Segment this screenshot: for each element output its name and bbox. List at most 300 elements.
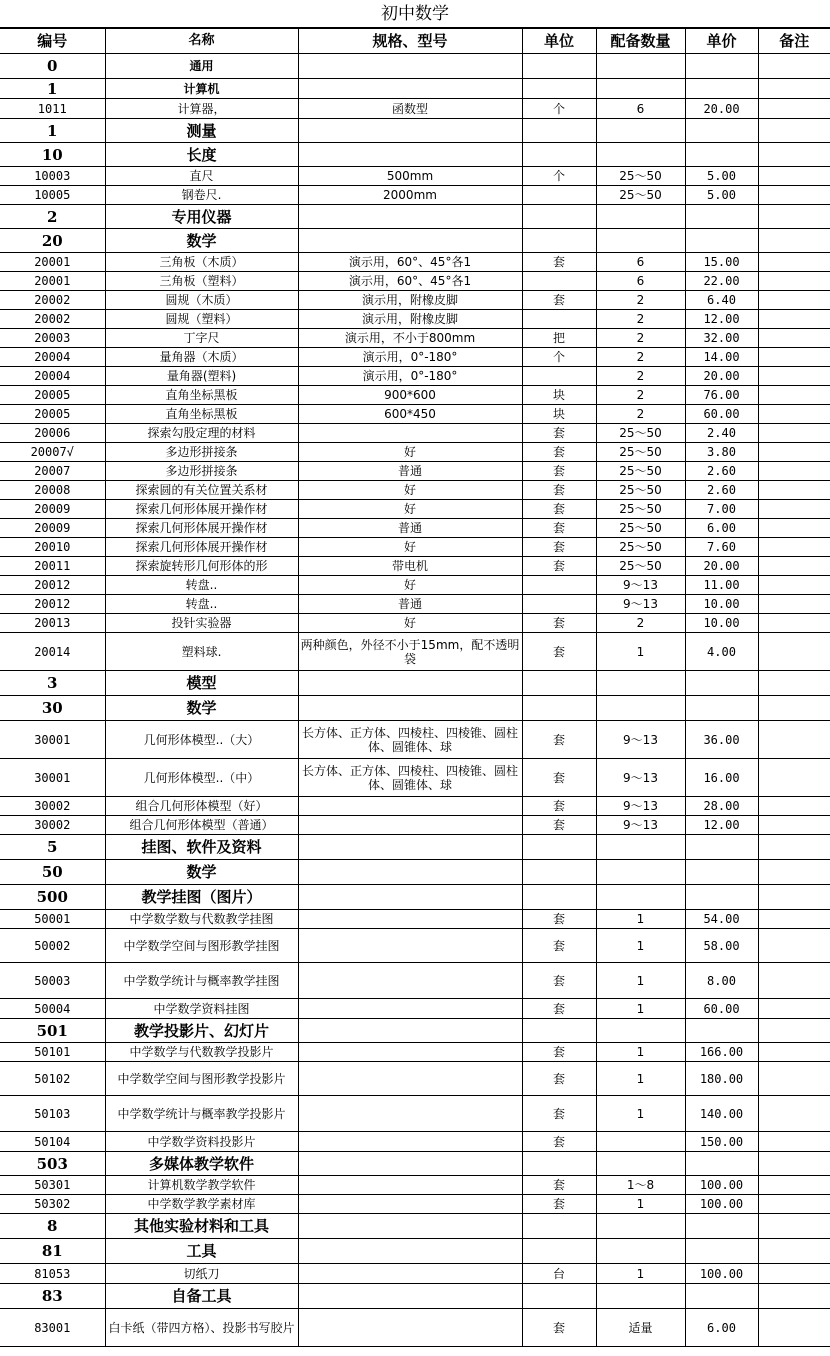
price-cell — [685, 229, 758, 253]
name-cell: 中学数学空间与图形教学投影片 — [105, 1062, 298, 1096]
note-cell — [758, 721, 830, 759]
unit-cell — [522, 885, 596, 910]
spec-cell: 函数型 — [298, 99, 522, 119]
unit-cell — [522, 835, 596, 860]
code-cell: 20005 — [0, 386, 105, 405]
code-cell: 20005 — [0, 405, 105, 424]
name-cell: 测量 — [105, 119, 298, 143]
price-cell: 150.00 — [685, 1132, 758, 1152]
spec-cell: 演示用，60°、45°各1 — [298, 253, 522, 272]
qty-cell — [596, 79, 685, 99]
note-cell — [758, 885, 830, 910]
header-spec: 规格、型号 — [298, 29, 522, 54]
code-cell: 83 — [0, 1284, 105, 1309]
note-cell — [758, 696, 830, 721]
name-cell: 探索旋转形几何形体的形 — [105, 557, 298, 576]
spec-cell: 普通 — [298, 519, 522, 538]
unit-cell: 套 — [522, 519, 596, 538]
code-cell: 8 — [0, 1214, 105, 1239]
table-row — [0, 797, 830, 816]
code-cell: 503 — [0, 1152, 105, 1176]
note-cell — [758, 1062, 830, 1096]
unit-cell: 套 — [522, 500, 596, 519]
qty-cell: 2 — [596, 405, 685, 424]
spec-cell — [298, 229, 522, 253]
price-cell: 7.00 — [685, 500, 758, 519]
unit-cell — [522, 1152, 596, 1176]
note-cell — [758, 253, 830, 272]
qty-cell: 1 — [596, 1062, 685, 1096]
header-price: 单价 — [685, 29, 758, 54]
code-cell: 10003 — [0, 167, 105, 186]
qty-cell — [596, 143, 685, 167]
spec-cell — [298, 1132, 522, 1152]
name-cell: 教学挂图（图片） — [105, 885, 298, 910]
table-row — [0, 462, 830, 481]
spec-cell — [298, 143, 522, 167]
category-row — [0, 119, 830, 143]
spec-cell — [298, 1096, 522, 1132]
price-cell: 16.00 — [685, 759, 758, 797]
table-row — [0, 614, 830, 633]
price-cell: 6.00 — [685, 519, 758, 538]
name-cell: 三角板（木质） — [105, 253, 298, 272]
unit-cell — [522, 79, 596, 99]
unit-cell: 个 — [522, 167, 596, 186]
note-cell — [758, 1284, 830, 1309]
qty-cell — [596, 1239, 685, 1264]
table-row — [0, 253, 830, 272]
qty-cell — [596, 229, 685, 253]
note-cell — [758, 291, 830, 310]
price-cell: 6.00 — [685, 1309, 758, 1347]
note-cell — [758, 1152, 830, 1176]
price-cell: 22.00 — [685, 272, 758, 291]
code-cell: 20012 — [0, 595, 105, 614]
price-cell: 14.00 — [685, 348, 758, 367]
note-cell — [758, 816, 830, 835]
code-cell: 81053 — [0, 1264, 105, 1284]
code-cell: 20009 — [0, 500, 105, 519]
spec-cell — [298, 1062, 522, 1096]
price-cell — [685, 1152, 758, 1176]
price-cell: 2.40 — [685, 424, 758, 443]
price-cell: 12.00 — [685, 816, 758, 835]
name-cell: 几何形体模型..（中） — [105, 759, 298, 797]
qty-cell: 25～50 — [596, 186, 685, 205]
name-cell: 转盘.. — [105, 595, 298, 614]
unit-cell: 块 — [522, 405, 596, 424]
category-row — [0, 143, 830, 167]
qty-cell — [596, 1284, 685, 1309]
qty-cell: 1～8 — [596, 1176, 685, 1195]
name-cell: 多边形拼接条 — [105, 443, 298, 462]
price-cell — [685, 54, 758, 79]
code-cell: 50003 — [0, 963, 105, 999]
table-row — [0, 999, 830, 1019]
name-cell: 工具 — [105, 1239, 298, 1264]
spec-cell — [298, 1239, 522, 1264]
qty-cell: 2 — [596, 614, 685, 633]
qty-cell: 9～13 — [596, 759, 685, 797]
qty-cell: 1 — [596, 1195, 685, 1214]
table-row — [0, 519, 830, 538]
category-row — [0, 1239, 830, 1264]
spec-cell — [298, 999, 522, 1019]
code-cell: 20006 — [0, 424, 105, 443]
table-row — [0, 816, 830, 835]
code-cell: 10005 — [0, 186, 105, 205]
note-cell — [758, 797, 830, 816]
price-cell: 100.00 — [685, 1264, 758, 1284]
code-cell: 20012 — [0, 576, 105, 595]
price-cell: 7.60 — [685, 538, 758, 557]
price-cell: 36.00 — [685, 721, 758, 759]
unit-cell: 套 — [522, 253, 596, 272]
qty-cell — [596, 860, 685, 885]
note-cell — [758, 1195, 830, 1214]
price-cell — [685, 696, 758, 721]
qty-cell: 9～13 — [596, 816, 685, 835]
unit-cell: 套 — [522, 999, 596, 1019]
unit-cell — [522, 272, 596, 291]
table-row — [0, 595, 830, 614]
table-row — [0, 963, 830, 999]
spec-cell — [298, 929, 522, 963]
note-cell — [758, 999, 830, 1019]
qty-cell — [596, 54, 685, 79]
code-cell: 50301 — [0, 1176, 105, 1195]
price-cell: 4.00 — [685, 633, 758, 671]
unit-cell: 套 — [522, 1195, 596, 1214]
qty-cell — [596, 1132, 685, 1152]
qty-cell — [596, 205, 685, 229]
spec-cell: 好 — [298, 614, 522, 633]
name-cell: 转盘.. — [105, 576, 298, 595]
price-cell — [685, 1284, 758, 1309]
table-row — [0, 1176, 830, 1195]
code-cell: 30002 — [0, 816, 105, 835]
note-cell — [758, 99, 830, 119]
price-cell: 54.00 — [685, 910, 758, 929]
qty-cell: 25～50 — [596, 481, 685, 500]
code-cell: 20 — [0, 229, 105, 253]
price-cell: 166.00 — [685, 1043, 758, 1062]
code-cell: 50 — [0, 860, 105, 885]
note-cell — [758, 759, 830, 797]
spec-cell — [298, 963, 522, 999]
qty-cell: 6 — [596, 272, 685, 291]
unit-cell: 台 — [522, 1264, 596, 1284]
code-cell: 20004 — [0, 348, 105, 367]
price-cell: 28.00 — [685, 797, 758, 816]
spec-cell — [298, 797, 522, 816]
category-row — [0, 54, 830, 79]
spec-cell — [298, 1043, 522, 1062]
spec-cell: 900*600 — [298, 386, 522, 405]
qty-cell — [596, 1214, 685, 1239]
category-row — [0, 205, 830, 229]
name-cell: 钢卷尺. — [105, 186, 298, 205]
qty-cell — [596, 885, 685, 910]
name-cell: 探索勾股定理的材料 — [105, 424, 298, 443]
code-cell: 20001 — [0, 272, 105, 291]
qty-cell — [596, 1152, 685, 1176]
category-row — [0, 1152, 830, 1176]
qty-cell — [596, 119, 685, 143]
price-cell: 8.00 — [685, 963, 758, 999]
code-cell: 50102 — [0, 1062, 105, 1096]
name-cell: 三角板（塑料） — [105, 272, 298, 291]
note-cell — [758, 1096, 830, 1132]
name-cell: 直角坐标黑板 — [105, 405, 298, 424]
spec-cell — [298, 54, 522, 79]
code-cell: 50001 — [0, 910, 105, 929]
category-row — [0, 860, 830, 885]
table-row — [0, 424, 830, 443]
price-cell — [685, 835, 758, 860]
price-cell: 100.00 — [685, 1176, 758, 1195]
name-cell: 丁字尺 — [105, 329, 298, 348]
unit-cell: 套 — [522, 759, 596, 797]
spec-cell: 长方体、正方体、四棱柱、四棱锥、圆柱体、圆锥体、球 — [298, 759, 522, 797]
code-cell: 81 — [0, 1239, 105, 1264]
unit-cell: 套 — [522, 721, 596, 759]
price-cell — [685, 1239, 758, 1264]
qty-cell — [596, 835, 685, 860]
table-row — [0, 186, 830, 205]
unit-cell: 套 — [522, 538, 596, 557]
price-cell: 6.40 — [685, 291, 758, 310]
spec-cell — [298, 816, 522, 835]
category-row — [0, 1284, 830, 1309]
name-cell: 白卡纸（带四方格）、投影书写胶片 — [105, 1309, 298, 1347]
note-cell — [758, 1019, 830, 1043]
note-cell — [758, 348, 830, 367]
spec-cell: 带电机 — [298, 557, 522, 576]
table-row — [0, 910, 830, 929]
table-row — [0, 1132, 830, 1152]
code-cell: 501 — [0, 1019, 105, 1043]
note-cell — [758, 424, 830, 443]
note-cell — [758, 386, 830, 405]
note-cell — [758, 272, 830, 291]
qty-cell: 1 — [596, 1043, 685, 1062]
code-cell: 20013 — [0, 614, 105, 633]
name-cell: 探索几何形体展开操作材 — [105, 538, 298, 557]
note-cell — [758, 205, 830, 229]
table-row — [0, 167, 830, 186]
code-cell: 30001 — [0, 759, 105, 797]
name-cell: 探索圆的有关位置关系材 — [105, 481, 298, 500]
spec-cell: 好 — [298, 481, 522, 500]
note-cell — [758, 910, 830, 929]
name-cell: 多媒体教学软件 — [105, 1152, 298, 1176]
qty-cell: 1 — [596, 1264, 685, 1284]
code-cell: 3 — [0, 671, 105, 696]
name-cell: 切纸刀 — [105, 1264, 298, 1284]
unit-cell — [522, 576, 596, 595]
code-cell: 1 — [0, 79, 105, 99]
spec-cell: 普通 — [298, 462, 522, 481]
spec-cell — [298, 910, 522, 929]
note-cell — [758, 1264, 830, 1284]
unit-cell — [522, 860, 596, 885]
unit-cell: 套 — [522, 816, 596, 835]
note-cell — [758, 1043, 830, 1062]
name-cell: 探索几何形体展开操作材 — [105, 519, 298, 538]
table-row — [0, 443, 830, 462]
name-cell: 挂图、软件及资料 — [105, 835, 298, 860]
price-cell: 10.00 — [685, 614, 758, 633]
table-row — [0, 272, 830, 291]
note-cell — [758, 143, 830, 167]
name-cell: 几何形体模型..（大） — [105, 721, 298, 759]
spec-cell: 长方体、正方体、四棱柱、四棱锥、圆柱体、圆锥体、球 — [298, 721, 522, 759]
price-cell — [685, 143, 758, 167]
spec-cell — [298, 1019, 522, 1043]
code-cell: 20004 — [0, 367, 105, 386]
unit-cell: 套 — [522, 557, 596, 576]
note-cell — [758, 229, 830, 253]
price-cell — [685, 205, 758, 229]
note-cell — [758, 500, 830, 519]
code-cell: 50302 — [0, 1195, 105, 1214]
spec-cell: 2000mm — [298, 186, 522, 205]
code-cell: 20002 — [0, 310, 105, 329]
unit-cell — [522, 54, 596, 79]
note-cell — [758, 79, 830, 99]
price-cell: 60.00 — [685, 999, 758, 1019]
header-unit: 单位 — [522, 29, 596, 54]
note-cell — [758, 1132, 830, 1152]
spec-cell: 演示用，附橡皮脚 — [298, 310, 522, 329]
spec-cell — [298, 79, 522, 99]
table-row — [0, 1062, 830, 1096]
name-cell: 组合几何形体模型（普通） — [105, 816, 298, 835]
spec-cell — [298, 1309, 522, 1347]
qty-cell: 25～50 — [596, 462, 685, 481]
unit-cell: 套 — [522, 797, 596, 816]
qty-cell: 2 — [596, 291, 685, 310]
price-cell — [685, 885, 758, 910]
price-cell: 100.00 — [685, 1195, 758, 1214]
unit-cell — [522, 696, 596, 721]
spec-cell — [298, 835, 522, 860]
qty-cell: 9～13 — [596, 797, 685, 816]
unit-cell: 套 — [522, 1096, 596, 1132]
code-cell: 20010 — [0, 538, 105, 557]
code-cell: 50104 — [0, 1132, 105, 1152]
price-cell: 180.00 — [685, 1062, 758, 1096]
spec-cell — [298, 885, 522, 910]
qty-cell — [596, 696, 685, 721]
note-cell — [758, 367, 830, 386]
name-cell: 计算机数学教学软件 — [105, 1176, 298, 1195]
name-cell: 中学数学空间与图形教学挂图 — [105, 929, 298, 963]
table-row — [0, 721, 830, 759]
code-cell: 5 — [0, 835, 105, 860]
price-cell: 2.60 — [685, 481, 758, 500]
table-row — [0, 481, 830, 500]
code-cell: 20003 — [0, 329, 105, 348]
price-cell: 15.00 — [685, 253, 758, 272]
spec-cell — [298, 1264, 522, 1284]
unit-cell: 套 — [522, 1176, 596, 1195]
note-cell — [758, 538, 830, 557]
price-cell: 10.00 — [685, 595, 758, 614]
table-row — [0, 576, 830, 595]
unit-cell — [522, 595, 596, 614]
qty-cell: 25～50 — [596, 500, 685, 519]
code-cell: 30 — [0, 696, 105, 721]
price-cell — [685, 79, 758, 99]
price-cell — [685, 119, 758, 143]
category-row — [0, 835, 830, 860]
qty-cell: 2 — [596, 329, 685, 348]
qty-cell: 1 — [596, 633, 685, 671]
qty-cell: 6 — [596, 253, 685, 272]
code-cell: 50101 — [0, 1043, 105, 1062]
spec-cell — [298, 1176, 522, 1195]
note-cell — [758, 186, 830, 205]
note-cell — [758, 1176, 830, 1195]
code-cell: 20014 — [0, 633, 105, 671]
unit-cell — [522, 671, 596, 696]
code-cell: 20001 — [0, 253, 105, 272]
qty-cell: 25～50 — [596, 443, 685, 462]
price-cell — [685, 1019, 758, 1043]
name-cell: 圆规（木质） — [105, 291, 298, 310]
table-row — [0, 759, 830, 797]
price-cell — [685, 1214, 758, 1239]
qty-cell: 1 — [596, 963, 685, 999]
unit-cell — [522, 1239, 596, 1264]
name-cell: 教学投影片、幻灯片 — [105, 1019, 298, 1043]
note-cell — [758, 633, 830, 671]
header-note: 备注 — [758, 29, 830, 54]
price-cell: 32.00 — [685, 329, 758, 348]
code-cell: 20007√ — [0, 443, 105, 462]
spec-cell: 好 — [298, 576, 522, 595]
qty-cell — [596, 1019, 685, 1043]
spec-cell — [298, 1152, 522, 1176]
note-cell — [758, 835, 830, 860]
qty-cell: 2 — [596, 310, 685, 329]
equipment-table — [0, 28, 830, 1347]
price-cell: 2.60 — [685, 462, 758, 481]
code-cell: 50004 — [0, 999, 105, 1019]
note-cell — [758, 119, 830, 143]
qty-cell: 1 — [596, 1096, 685, 1132]
note-cell — [758, 310, 830, 329]
spec-cell: 好 — [298, 500, 522, 519]
qty-cell — [596, 671, 685, 696]
unit-cell — [522, 367, 596, 386]
code-cell: 50103 — [0, 1096, 105, 1132]
unit-cell — [522, 1214, 596, 1239]
name-cell: 组合几何形体模型（好） — [105, 797, 298, 816]
category-row — [0, 1019, 830, 1043]
table-row — [0, 329, 830, 348]
unit-cell: 套 — [522, 614, 596, 633]
qty-cell: 2 — [596, 367, 685, 386]
unit-cell: 个 — [522, 348, 596, 367]
name-cell: 数学 — [105, 860, 298, 885]
note-cell — [758, 963, 830, 999]
category-row — [0, 229, 830, 253]
qty-cell: 9～13 — [596, 595, 685, 614]
